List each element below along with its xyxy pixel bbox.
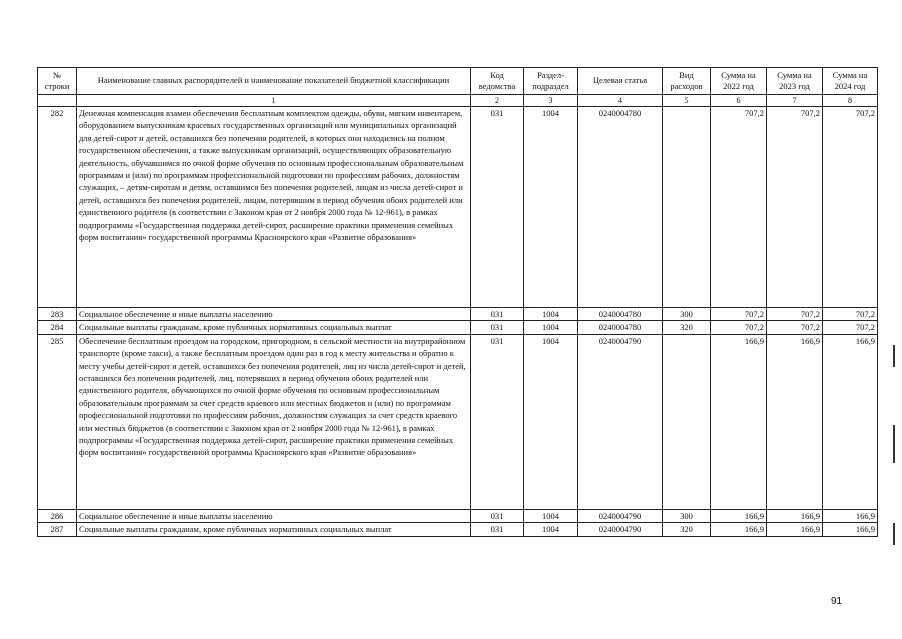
row-sum-2024: 166,9	[823, 334, 878, 509]
row-expense-type: 320	[663, 523, 711, 536]
row-expense-type: 300	[663, 308, 711, 321]
row-target-item: 0240004780	[578, 107, 663, 308]
row-target-item: 0240004790	[578, 334, 663, 509]
scan-edge-mark	[893, 425, 895, 463]
row-section: 1004	[524, 509, 578, 522]
row-sum-2024: 166,9	[823, 523, 878, 536]
budget-table	[37, 67, 878, 537]
row-section: 1004	[524, 321, 578, 334]
row-name: Обеспечение бесплатным проездом на городском, пригородном, в сельской местности на внутрирайонном транспорте (кроме такси), а также бесплатным проездом один раз в год к месту жительства и обратно к месту учебы детей-сирот и детей, оставшихся без попечения родителей, лиц из числа детей-сирот и детей, оставшихся без попечения родителей, лиц, потерявших в период обучения обоих родителей или единственного родителя, обучающихся по очной форме обучения по основным профессиональным образовательным программам за счет средств краевого или местных бюджетов и (или) по программам профессиональной подготовки по профессиям рабочих, должностям служащих за счет средств краевого или местных бюджетов (в соответствии с Законом края от 2 ноября 2000 года № 12-961), в рамках подпрограммы «Государственная поддержка детей-сирот, расширение практики применения семейных форм воспитания» государственной программы Красноярского края «Развитие образования»	[77, 334, 471, 509]
row-section: 1004	[524, 334, 578, 509]
row-section: 1004	[524, 308, 578, 321]
row-target-item: 0240004780	[578, 321, 663, 334]
row-dept-code: 031	[471, 334, 524, 509]
row-target-item: 0240004790	[578, 523, 663, 536]
row-number: 282	[38, 107, 77, 308]
row-name: Социальные выплаты гражданам, кроме публичных нормативных социальных выплат	[77, 321, 471, 334]
scan-edge-mark	[893, 345, 895, 367]
row-sum-2022: 166,9	[711, 334, 767, 509]
row-dept-code: 031	[471, 523, 524, 536]
row-sum-2022: 166,9	[711, 523, 767, 536]
row-sum-2022: 707,2	[711, 107, 767, 308]
row-sum-2023: 166,9	[767, 509, 823, 522]
row-sum-2023: 707,2	[767, 308, 823, 321]
column-number-blank	[38, 95, 77, 107]
row-number: 286	[38, 509, 77, 522]
row-name: Социальное обеспечение и иные выплаты населению	[77, 509, 471, 522]
row-number: 285	[38, 334, 77, 509]
table-row	[38, 107, 878, 308]
row-expense-type	[663, 107, 711, 308]
header-sum-2022: Сумма на 2022 год	[711, 68, 767, 95]
column-number: 2	[471, 95, 524, 107]
row-expense-type: 300	[663, 509, 711, 522]
column-number: 5	[663, 95, 711, 107]
column-number: 1	[77, 95, 471, 107]
column-number: 7	[767, 95, 823, 107]
header-sum-2024: Сумма на 2024 год	[823, 68, 878, 95]
row-sum-2024: 707,2	[823, 321, 878, 334]
row-sum-2023: 166,9	[767, 334, 823, 509]
row-dept-code: 031	[471, 321, 524, 334]
row-number: 287	[38, 523, 77, 536]
column-number-row	[38, 95, 878, 107]
column-number: 6	[711, 95, 767, 107]
row-sum-2024: 707,2	[823, 308, 878, 321]
row-name: Социальное обеспечение и иные выплаты населению	[77, 308, 471, 321]
table-row	[38, 509, 878, 522]
row-dept-code: 031	[471, 107, 524, 308]
page-number: 91	[831, 596, 843, 607]
header-expense-type: Вид расходов	[663, 68, 711, 95]
row-sum-2023: 166,9	[767, 523, 823, 536]
row-sum-2024: 166,9	[823, 509, 878, 522]
table-header-row	[38, 68, 878, 95]
row-section: 1004	[524, 523, 578, 536]
scan-edge-mark	[893, 523, 895, 545]
column-number: 8	[823, 95, 878, 107]
header-section: Раздел-подраздел	[524, 68, 578, 95]
row-sum-2024: 707,2	[823, 107, 878, 308]
table-row	[38, 308, 878, 321]
row-name: Денежная компенсация взамен обеспечения бесплатным комплектом одежды, обуви, мягким инвентарем, оборудованием выпускникам красевых государственных организаций или муниципальных организаций для детей-сирот и детей, оставшихся без попечения родителей, в которых они находились на полном государственном обеспечении, а также выпускникам организаций, осуществляющих образовательную деятельность, обучавшимся по очной форме обучения по основным профессиональным образовательным программам и (или) по программам профессиональной подготовки по профессиям рабочих, должностям служащих, – детям-сиротам и детям, оставшимся без попечения родителей, лицам из числа детей-сирот и детей, оставшихся без попечения родителей, лицам, потерявшим в период обучения обоих родителей или единственного родителя (в соответствии с Законом края от 2 ноября 2000 года № 12-961), в рамках подпрограммы «Государственная поддержка детей-сирот, расширение практики применения семейных форм воспитания» государственной программы Красноярского края «Развитие образования»	[77, 107, 471, 308]
row-name: Социальные выплаты гражданам, кроме публичных нормативных социальных выплат	[77, 523, 471, 536]
row-number: 284	[38, 321, 77, 334]
row-target-item: 0240004780	[578, 308, 663, 321]
table-row	[38, 334, 878, 509]
row-expense-type	[663, 334, 711, 509]
row-number: 283	[38, 308, 77, 321]
table-row	[38, 321, 878, 334]
row-section: 1004	[524, 107, 578, 308]
column-number: 3	[524, 95, 578, 107]
row-sum-2022: 166,9	[711, 509, 767, 522]
row-sum-2022: 707,2	[711, 321, 767, 334]
row-sum-2023: 707,2	[767, 321, 823, 334]
header-row-no: № строки	[38, 68, 77, 95]
row-target-item: 0240004790	[578, 509, 663, 522]
row-expense-type: 320	[663, 321, 711, 334]
table-row	[38, 523, 878, 536]
row-dept-code: 031	[471, 308, 524, 321]
row-sum-2023: 707,2	[767, 107, 823, 308]
row-sum-2022: 707,2	[711, 308, 767, 321]
header-sum-2023: Сумма на 2023 год	[767, 68, 823, 95]
column-number: 4	[578, 95, 663, 107]
row-dept-code: 031	[471, 509, 524, 522]
header-name: Наименование главных распорядителей и наименование показателей бюджетной классификации	[77, 68, 471, 95]
header-target-item: Целевая статья	[578, 68, 663, 95]
header-dept-code: Код ведомства	[471, 68, 524, 95]
